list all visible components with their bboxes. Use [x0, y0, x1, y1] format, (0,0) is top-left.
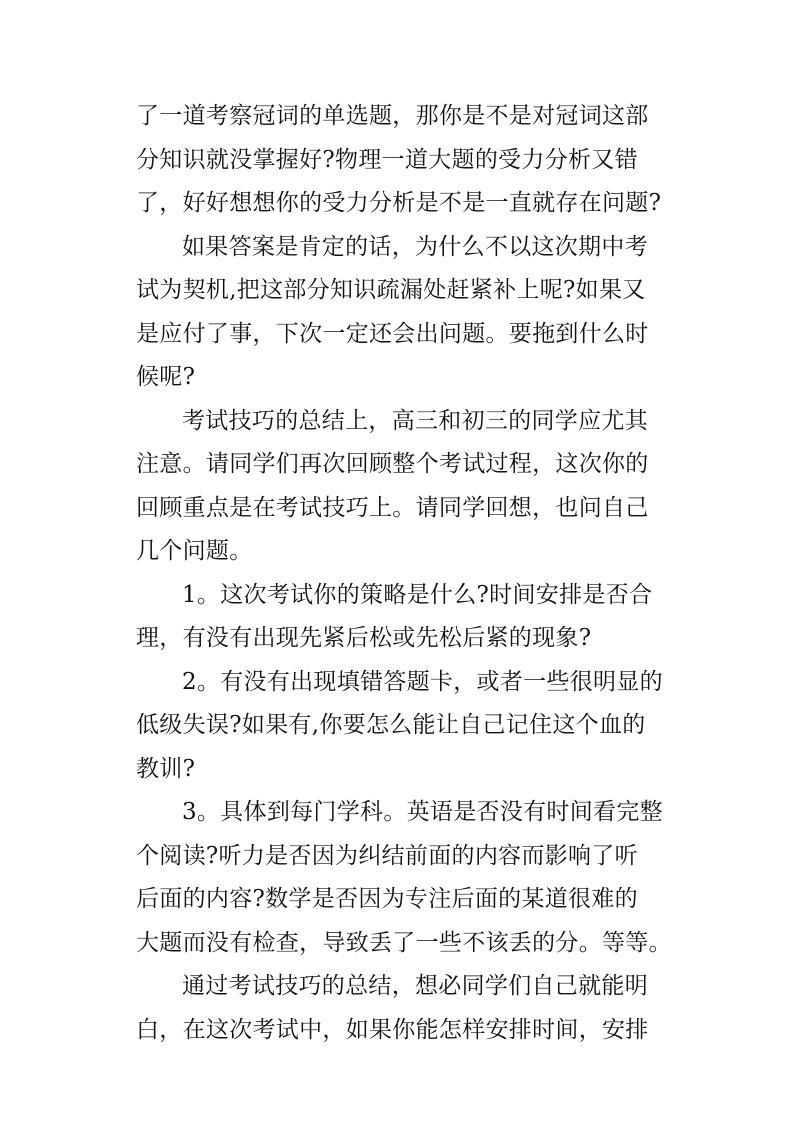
- text-line: 分知识就没掌握好?物理一道大题的受力分析又错: [136, 146, 638, 173]
- text-line: 理，有没有出现先紧后松或先松后紧的现象?: [136, 625, 592, 651]
- text-line: 了，好好想想你的受力分析是不是一直就存在问题?: [136, 190, 662, 216]
- text-line: 如果答案是肯定的话，为什么不以这次期中考: [182, 233, 648, 260]
- text-line: 了一道考察冠词的单选题，那你是不是对冠词这部: [136, 103, 649, 129]
- text-line: 个阅读?听力是否因为纠结前面的内容而影响了听: [136, 842, 638, 869]
- text-line: 通过考试技巧的总结，想必同学们自己就能明: [182, 973, 648, 999]
- text-line: 考试技巧的总结上，高三和初三的同学应尤其: [182, 407, 648, 434]
- text-line: 候呢?: [136, 364, 196, 390]
- text-line: 3。具体到每门学科。英语是否没有时间看完整: [182, 799, 663, 825]
- text-line: 低级失误?如果有,你要怎么能让自己记住这个血的: [136, 712, 646, 738]
- text-line: 试为契机,把这部分知识疏漏处赶紧补上呢?如果又: [136, 277, 646, 303]
- text-line: 是应付了事，下次一定还会出问题。要拖到什么时: [136, 320, 649, 347]
- text-line: 大题而没有检查，导致丢了一些不该丢的分。等等。: [136, 929, 672, 956]
- text-line: 1。这次考试你的策略是什么?时间安排是否合: [182, 581, 653, 608]
- text-line: 教训?: [136, 755, 196, 782]
- text-line: 回顾重点是在考试技巧上。请同学回想，也问自己: [136, 494, 649, 521]
- text-line: 后面的内容?数学是否因为专注后面的某道很难的: [136, 886, 638, 912]
- text-line: 2。有没有出现填错答题卡，或者一些很明显的: [182, 668, 663, 695]
- text-line: 白，在这次考试中，如果你能怎样安排时间，安排: [136, 1016, 649, 1043]
- body-text: [136, 95, 672, 1052]
- text-line: 注意。请同学们再次回顾整个考试过程，这次你的: [136, 451, 649, 477]
- text-line: 几个问题。: [136, 538, 253, 564]
